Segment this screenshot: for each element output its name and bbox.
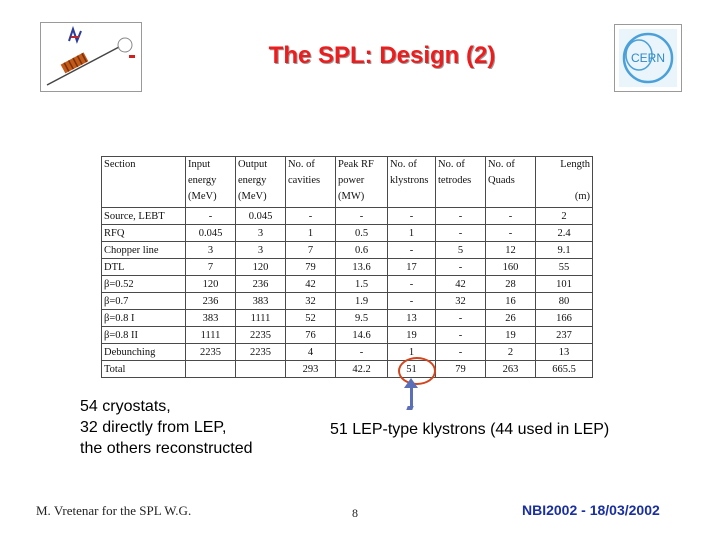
table-cell: 12 [486,242,536,259]
table-cell: 7 [286,242,336,259]
table-cell: 80 [536,293,593,310]
table-header-text [104,173,183,189]
table-row [102,344,593,361]
table-cell: 101 [536,276,593,293]
table-header-text [538,173,590,189]
table-cell: 13.6 [336,259,388,276]
table-cell: - [436,208,486,225]
table-header-text: Length [560,159,590,170]
table-cell: 263 [486,361,536,378]
table-header-text: power [338,175,365,186]
table-cell: - [436,225,486,242]
table-header-text: Peak RF [338,159,374,170]
table-cell: - [388,208,436,225]
table-cell: 79 [286,259,336,276]
table-header-cell [336,157,388,208]
table-cell: - [436,344,486,361]
table-header-cell [286,157,336,208]
table-header-text: (MeV) [238,191,267,202]
table-row [102,327,593,344]
table-cell: 2235 [236,344,286,361]
table-cell: DTL [102,259,186,276]
table-cell: - [286,208,336,225]
table-cell: 32 [436,293,486,310]
table-cell: 166 [536,310,593,327]
table-cell: 26 [486,310,536,327]
table-cell: - [436,327,486,344]
table-header-cell [388,157,436,208]
table-cell: 19 [388,327,436,344]
table-header-text: (MW) [338,191,365,202]
table-cell: 2235 [186,344,236,361]
table-cell: - [436,259,486,276]
table-cell: Debunching [102,344,186,361]
table-cell: 0.045 [236,208,286,225]
table-header-cell [102,157,186,208]
klystron-note: 51 LEP-type klystrons (44 used in LEP) [330,421,610,438]
table-cell: 5 [436,242,486,259]
table-row [102,225,593,242]
spl-accelerator-logo-icon [40,22,142,92]
table-cell: 28 [486,276,536,293]
table-cell: 2235 [236,327,286,344]
table-cell: 13 [536,344,593,361]
table-cell: 9.5 [336,310,388,327]
table-cell: β=0.8 I [102,310,186,327]
table-cell: 76 [286,327,336,344]
table-cell: 13 [388,310,436,327]
table-row [102,208,593,225]
table-cell: 160 [486,259,536,276]
table-cell: Total [102,361,186,378]
table-cell [186,361,236,378]
table-cell: RFQ [102,225,186,242]
table-cell: - [388,242,436,259]
table-row [102,276,593,293]
table-header-text: No. of [438,159,465,170]
table-cell: 52 [286,310,336,327]
table-cell: Source, LEBT [102,208,186,225]
table-row [102,361,593,378]
table-row [102,259,593,276]
table-cell: 3 [236,242,286,259]
table-row [102,242,593,259]
table-cell: 1 [286,225,336,242]
table-row [102,293,593,310]
table-cell: 9.1 [536,242,593,259]
cryostat-note-line: 54 cryostats, [80,398,171,415]
table-cell: - [486,225,536,242]
table-header-cell [186,157,236,208]
table-cell: 1111 [236,310,286,327]
table-cell: 3 [186,242,236,259]
table-header-row [102,157,593,208]
table-header-text: No. of [488,159,515,170]
table-cell: 79 [436,361,486,378]
table-header-text [488,189,533,205]
table-cell: 383 [186,310,236,327]
parameter-table [101,156,592,378]
table-cell: 383 [236,293,286,310]
table-cell: - [336,208,388,225]
table-cell: 236 [186,293,236,310]
table-cell: 2 [536,208,593,225]
table-cell: 1.5 [336,276,388,293]
table-cell: 1 [388,225,436,242]
cryostat-note-line: 32 directly from LEP, [80,419,227,436]
table-header-text: Section [104,159,136,170]
table-cell: 19 [486,327,536,344]
table-cell: 7 [186,259,236,276]
table-cell: - [436,310,486,327]
table-header-text [438,189,483,205]
table-cell: 2 [486,344,536,361]
table-header-text: (m) [574,191,590,202]
table-cell: - [486,208,536,225]
table-cell: 14.6 [336,327,388,344]
table-header-cell [436,157,486,208]
table-cell: 293 [286,361,336,378]
arrow-tail [406,406,413,410]
table-row [102,310,593,327]
table-cell: - [388,276,436,293]
table-cell: β=0.8 II [102,327,186,344]
cryostat-note [80,396,310,459]
table-header-text: No. of [288,159,315,170]
table-cell: 32 [286,293,336,310]
table-cell: 16 [486,293,536,310]
table-header-text [390,189,433,205]
table-header-text: No. of [390,159,417,170]
table-header-text [104,189,183,205]
table-cell: β=0.7 [102,293,186,310]
cryostat-note-line: the others reconstructed [80,440,253,457]
table-header-text: cavities [288,175,321,186]
table-cell: - [388,293,436,310]
table-cell: 17 [388,259,436,276]
table-cell: 665.5 [536,361,593,378]
table-cell: Chopper line [102,242,186,259]
table-header-text: klystrons [390,175,429,186]
table-cell: - [336,344,388,361]
table-cell: 1111 [186,327,236,344]
table-cell: 0.5 [336,225,388,242]
table-cell: 0.6 [336,242,388,259]
table-header-text: Input [188,159,211,170]
cern-logo [614,24,682,92]
table-cell: 0.045 [186,225,236,242]
table-cell: 236 [236,276,286,293]
table-cell: 1 [388,344,436,361]
footer-author: M. Vretenar for the SPL W.G. [36,503,192,518]
table-cell: - [186,208,236,225]
table-header-cell [536,157,593,208]
table-header-cell [236,157,286,208]
table-cell [236,361,286,378]
table-cell: 42 [436,276,486,293]
table-header-text: energy [188,175,217,186]
table-cell: 42.2 [336,361,388,378]
table-header-text: Output [238,159,268,170]
table-cell: β=0.52 [102,276,186,293]
slide-title: The SPL: Design (2) [268,42,496,69]
table-cell: 42 [286,276,336,293]
table-header-text [288,189,333,205]
page-number: 8 [352,506,358,520]
table-cell: 55 [536,259,593,276]
table-cell: 4 [286,344,336,361]
table-header-cell [486,157,536,208]
table-cell: 3 [236,225,286,242]
table-cell: 2.4 [536,225,593,242]
arrow-shaft [410,383,413,408]
table-cell: 237 [536,327,593,344]
table-cell: 120 [236,259,286,276]
table-cell: 51 [388,361,436,378]
table-header-text: Quads [488,175,515,186]
table-header-text: tetrodes [438,175,472,186]
table-header-text: (MeV) [188,191,217,202]
footer-conference: NBI2002 - 18/03/2002 [522,502,660,518]
table-cell: 120 [186,276,236,293]
cern-logo-text: CERN [630,51,666,65]
table-header-text: energy [238,175,267,186]
table-cell: 1.9 [336,293,388,310]
